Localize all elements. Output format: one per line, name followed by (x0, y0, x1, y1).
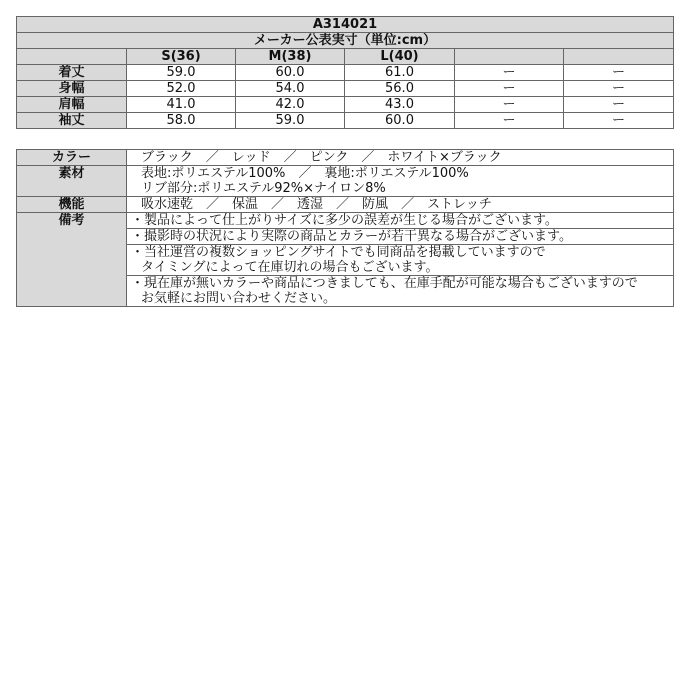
spec-row-material (17, 166, 674, 197)
size-cell: 54.0 (236, 81, 345, 97)
note-line-continued: タイミングによって在庫切れの場合もございます。 (141, 260, 439, 275)
size-row-width (17, 81, 674, 97)
note-item (127, 245, 674, 276)
size-table (16, 16, 674, 129)
size-row-length (17, 65, 674, 81)
size-header-m: M(38) (236, 49, 345, 65)
size-row-label: 身幅 (17, 81, 127, 97)
note-item (127, 229, 674, 245)
note-line: ・当社運営の複数ショッピングサイトでも同商品を掲載していますので (131, 245, 546, 260)
note-line: ・撮影時の状況により実際の商品とカラーが若干異なる場合がございます。 (131, 229, 572, 244)
size-header-l: L(40) (345, 49, 455, 65)
size-cell: ー (455, 113, 564, 129)
color-label: カラー (17, 150, 127, 166)
size-cell: 56.0 (345, 81, 455, 97)
size-row-label: 着丈 (17, 65, 127, 81)
size-cell: 41.0 (127, 97, 236, 113)
size-header-corner (17, 49, 127, 65)
size-cell: ー (455, 65, 564, 81)
spec-table (16, 149, 674, 307)
size-cell: 58.0 (127, 113, 236, 129)
notes-label: 備考 (17, 213, 127, 307)
size-cell: ー (564, 113, 674, 129)
product-code: A314021 (17, 17, 674, 33)
size-cell: 59.0 (236, 113, 345, 129)
function-value: 吸水速乾 ／ 保温 ／ 透湿 ／ 防風 ／ ストレッチ (127, 197, 674, 213)
material-label: 素材 (17, 166, 127, 197)
material-value (127, 166, 674, 197)
size-cell: ー (455, 97, 564, 113)
size-cell: 60.0 (236, 65, 345, 81)
material-line-rib: リブ部分:ポリエステル92%×ナイロン8% (141, 181, 386, 196)
size-row-sleeve (17, 113, 674, 129)
size-cell: 42.0 (236, 97, 345, 113)
color-value: ブラック ／ レッド ／ ピンク ／ ホワイト×ブラック (127, 150, 674, 166)
size-cell: 43.0 (345, 97, 455, 113)
spec-row-function (17, 197, 674, 213)
spec-row-color (17, 150, 674, 166)
size-cell: ー (564, 65, 674, 81)
size-cell: 60.0 (345, 113, 455, 129)
function-label: 機能 (17, 197, 127, 213)
size-header-row (17, 49, 674, 65)
size-cell: ー (455, 81, 564, 97)
note-line-continued: お気軽にお問い合わせください。 (141, 291, 337, 306)
size-cell: ー (564, 81, 674, 97)
material-line-outer: 表地:ポリエステル100% ／ 裏地:ポリエステル100% (141, 166, 469, 181)
size-cell: 52.0 (127, 81, 236, 97)
spec-row-note-1 (17, 213, 674, 229)
size-row-label: 肩幅 (17, 97, 127, 113)
note-line: ・製品によって仕上がりサイズに多少の誤差が生じる場合がございます。 (131, 213, 558, 228)
size-header-empty-1 (455, 49, 564, 65)
size-row-label: 袖丈 (17, 113, 127, 129)
size-cell: 61.0 (345, 65, 455, 81)
note-line: ・現在庫が無いカラーや商品につきましても、在庫手配が可能な場合もございますので (131, 276, 638, 291)
size-cell: 59.0 (127, 65, 236, 81)
size-header-s: S(36) (127, 49, 236, 65)
note-item (127, 213, 674, 229)
size-header-empty-2 (564, 49, 674, 65)
size-table-title: メーカー公表実寸（単位:cm） (17, 33, 674, 49)
size-cell: ー (564, 97, 674, 113)
note-item (127, 276, 674, 307)
size-row-shoulder (17, 97, 674, 113)
